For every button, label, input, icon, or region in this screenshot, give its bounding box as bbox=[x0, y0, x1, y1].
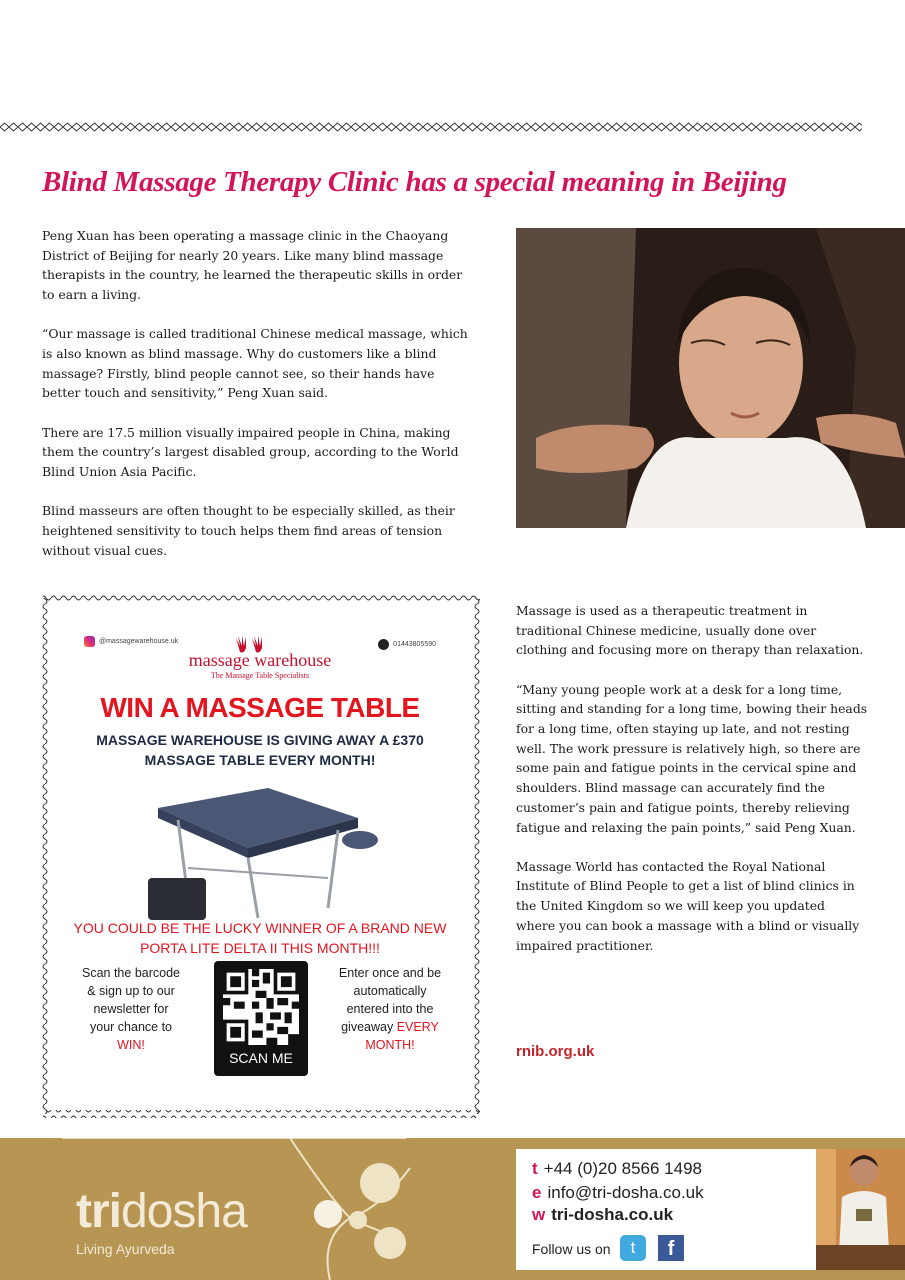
ad-lucky-text: YOU COULD BE THE LUCKY WINNER OF A BRAND NEW PORTA LITE DELTA II THIS MONTH!!! bbox=[73, 920, 447, 956]
contact-value: +44 (0)20 8566 1498 bbox=[543, 1159, 703, 1178]
follow-label: Follow us on bbox=[532, 1241, 611, 1257]
ad-headline: WIN A MASSAGE TABLE bbox=[100, 692, 420, 723]
article-left-column bbox=[42, 226, 470, 580]
paragraph: “Many young people work at a desk for a long time, sitting and standing for a long time, bowing their heads for a long time, often staying up late, and not resting well. The work pressure is relatively high, so there are some pain and fatigue points in the cervical spine and shoulders. Blind massage can accurately find the customer’s pain and fatigue points, thereby relieving fatigue and relaxing the pain points,” said Peng Xuan. bbox=[516, 681, 868, 835]
ad-brand: massage warehouse bbox=[188, 650, 332, 670]
qr-code-icon bbox=[223, 969, 299, 1045]
massage-photo bbox=[516, 228, 905, 528]
facebook-icon[interactable]: f bbox=[658, 1235, 684, 1261]
logo-bold: tri bbox=[76, 1185, 121, 1238]
ad-phone[interactable] bbox=[378, 639, 436, 650]
ad-signup-text bbox=[80, 964, 182, 1054]
article-headline: Blind Massage Therapy Clinic has a special meaning in Beijing bbox=[42, 166, 787, 198]
instagram-handle[interactable] bbox=[84, 636, 178, 647]
massage-warehouse-ad bbox=[66, 620, 454, 1086]
massage-table-image bbox=[148, 778, 378, 928]
paragraph: Peng Xuan has been operating a massage clinic in the Chaoyang District of Beijing for nearly 20 years. Like many blind massage therapists in the country, he learned the therapeutic skills in order to earn a living. bbox=[42, 228, 463, 303]
rnib-link[interactable]: rnib.org.uk bbox=[516, 1043, 595, 1060]
paragraph: There are 17.5 million visually impaired people in China, making them the country’s largest disabled group, according to the World Blind Union Asia Pacific. bbox=[42, 424, 459, 480]
entry-highlight: EVERY MONTH! bbox=[365, 1020, 439, 1052]
tagline: Living Ayurveda bbox=[76, 1241, 175, 1257]
ad-subhead: MASSAGE WAREHOUSE IS GIVING AWAY A £370 MASSAGE TABLE EVERY MONTH! bbox=[96, 732, 424, 768]
contact-key: e bbox=[532, 1183, 542, 1202]
contact-key: w bbox=[532, 1205, 546, 1224]
phone-icon bbox=[378, 639, 389, 650]
zigzag-divider bbox=[0, 120, 862, 134]
contact-website[interactable] bbox=[532, 1205, 673, 1225]
paragraph: Massage World has contacted the Royal National Institute of Blind People to get a list of blind clinics in the United Kingdom so we will keep you updated where you can book a massage with a blind or visually impaired practitioner. bbox=[516, 858, 860, 953]
ad-header bbox=[66, 620, 454, 690]
paragraph: “Our massage is called traditional Chinese medical massage, which is also known as blind massage. Why do customers like a blind massage? Firstly, blind people cannot see, so their hands have better touch and sensitivity,” Peng Xuan said. bbox=[42, 326, 468, 401]
therapist-photo bbox=[816, 1149, 905, 1270]
contact-value: tri-dosha.co.uk bbox=[551, 1205, 674, 1224]
qr-code-box[interactable] bbox=[214, 961, 308, 1076]
signup-highlight: WIN! bbox=[117, 1038, 145, 1052]
ad-entry-text bbox=[336, 964, 444, 1054]
paragraph: Massage is used as a therapeutic treatment in traditional Chinese medicine, usually done over clothing and focusing more on therapy than relaxation. bbox=[516, 603, 864, 658]
contact-value: info@tri-dosha.co.uk bbox=[547, 1183, 704, 1202]
contact-box bbox=[516, 1149, 816, 1270]
logo-light: dosha bbox=[121, 1185, 247, 1238]
instagram-text: @massagewarehouse.uk bbox=[99, 638, 179, 645]
contact-key: t bbox=[532, 1159, 538, 1178]
contact-phone[interactable] bbox=[532, 1159, 702, 1179]
qr-label: SCAN ME bbox=[229, 1050, 293, 1066]
tridosha-emblem-icon bbox=[290, 1138, 420, 1280]
contact-email[interactable] bbox=[532, 1183, 704, 1203]
twitter-icon[interactable]: t bbox=[620, 1235, 646, 1261]
paragraph: Blind masseurs are often thought to be especially skilled, as their heightened sensitivity to touch helps them find areas of tension without visual cues. bbox=[42, 503, 455, 558]
article-right-column bbox=[516, 601, 868, 975]
instagram-icon bbox=[84, 636, 95, 647]
entry-text: Enter once and be automatically entered into the giveaway bbox=[338, 966, 442, 1034]
signup-text: Scan the barcode & sign up to our newsletter for your chance to bbox=[82, 966, 180, 1034]
ad-brand-sub: The Massage Table Specialists bbox=[210, 671, 310, 680]
phone-text: 01443805590 bbox=[393, 641, 436, 648]
tridosha-logo bbox=[76, 1184, 247, 1239]
